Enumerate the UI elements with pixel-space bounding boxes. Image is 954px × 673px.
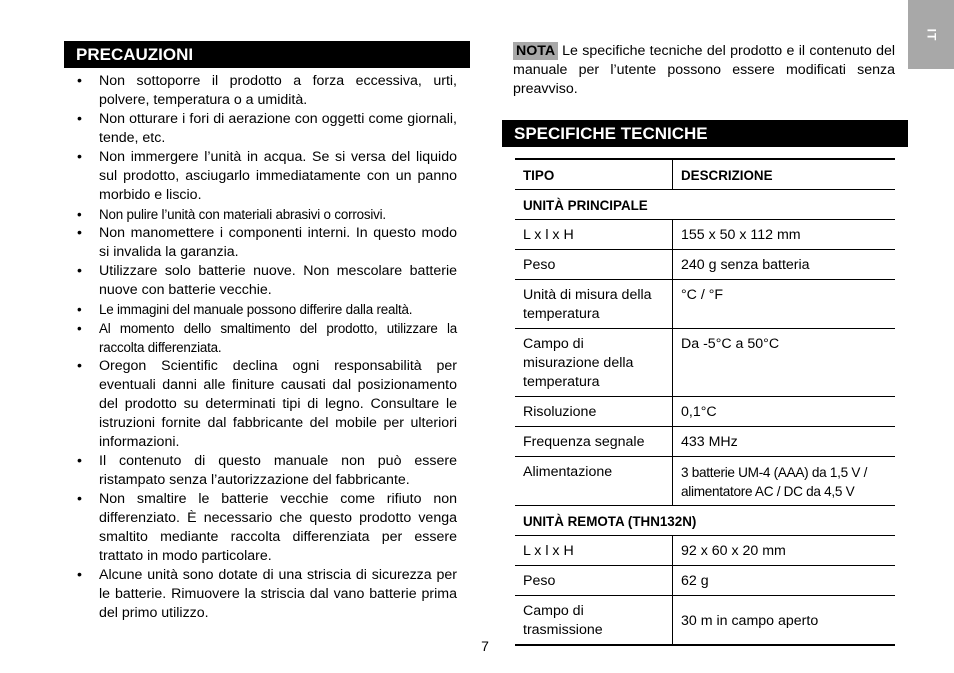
- note-tag: NOTA: [513, 42, 558, 60]
- table-row: Campo di misurazione della temperatura Da -5°C a 50°C: [515, 329, 895, 397]
- table-row: Peso 240 g senza batteria: [515, 250, 895, 280]
- list-item: • Non manomettere i componenti interni. In questo modo si invalida la garanzia.: [77, 225, 457, 260]
- group-row-remote-unit: UNITÀ REMOTA (THN132N): [515, 506, 895, 536]
- language-tab-label: IT: [923, 28, 938, 41]
- header-descrizione: DESCRIZIONE: [673, 159, 896, 190]
- language-tab: [908, 0, 954, 69]
- table-row: L x l x H 155 x 50 x 112 mm: [515, 220, 895, 250]
- table-header-row: [515, 159, 895, 190]
- table-row: Peso 62 g: [515, 566, 895, 596]
- precautions-heading: [64, 41, 470, 68]
- table-row: L x l x H 92 x 60 x 20 mm: [515, 536, 895, 566]
- table-row: Alimentazione 3 batterie UM-4 (AAA) da 1,5 V / alimentatore AC / DC da 4,5 V: [515, 457, 895, 506]
- list-item: • Alcune unità sono dotate di una striscia di sicurezza per le batterie. Rimuovere la striscia dal vano batterie prima del primo utilizzo.: [77, 567, 457, 621]
- list-item: • Utilizzare solo batterie nuove. Non mescolare batterie nuove con batterie vecchie.: [77, 263, 457, 298]
- precautions-list: [77, 72, 457, 623]
- list-item: • Non smaltire le batterie vecchie come rifiuto non differenziato. È necessario che questo prodotto venga smaltito mediante raccolta differenziata per essere trattato in modo particolare.: [77, 491, 457, 564]
- table-row: Unità di misura della temperatura °C / °F: [515, 280, 895, 329]
- note-text: Le specifiche tecniche del prodotto e il contenuto del manuale per l’utente possono essere modificati senza preavviso.: [513, 43, 895, 97]
- specs-heading: [502, 120, 908, 147]
- list-item: • Non immergere l’unità in acqua. Se si versa del liquido sul prodotto, asciugarlo immediatamente con un panno morbido e liscio.: [77, 149, 457, 203]
- precautions-title: PRECAUZIONI: [76, 44, 194, 64]
- list-item: • Al momento dello smaltimento del prodotto, utilizzare la raccolta differenziata.: [77, 321, 457, 355]
- list-item: • Non otturare i fori di aerazione con oggetti come giornali, tende, etc.: [77, 111, 457, 146]
- list-item: • Le immagini del manuale possono differire dalla realtà.: [77, 302, 413, 317]
- list-item: • Oregon Scientific declina ogni responsabilità per eventuali danni alle finiture causati dal posizionamento del prodotto su determinati tipi di legno. Consultare le istruzioni fornite dal fabbricante del mobile per ulteriori informazioni.: [77, 358, 457, 450]
- table-row: Campo di trasmissione 30 m in campo aperto: [515, 596, 895, 646]
- group-row-main-unit: UNITÀ PRINCIPALE: [515, 190, 895, 220]
- list-item: • Il contenuto di questo manuale non può essere ristampato senza l’autorizzazione del fabbricante.: [77, 453, 457, 488]
- specs-title: SPECIFICHE TECNICHE: [514, 123, 708, 143]
- list-item: • Non pulire l’unità con materiali abrasivi o corrosivi.: [77, 207, 386, 222]
- table-row: Frequenza segnale 433 MHz: [515, 427, 895, 457]
- page-number: 7: [481, 638, 489, 654]
- table-row: Risoluzione 0,1°C: [515, 397, 895, 427]
- note-paragraph: [513, 42, 895, 99]
- list-item: • Non sottoporre il prodotto a forza eccessiva, urti, polvere, temperatura o a umidità.: [77, 73, 457, 108]
- specs-table: [515, 158, 895, 646]
- header-tipo: TIPO: [515, 159, 673, 190]
